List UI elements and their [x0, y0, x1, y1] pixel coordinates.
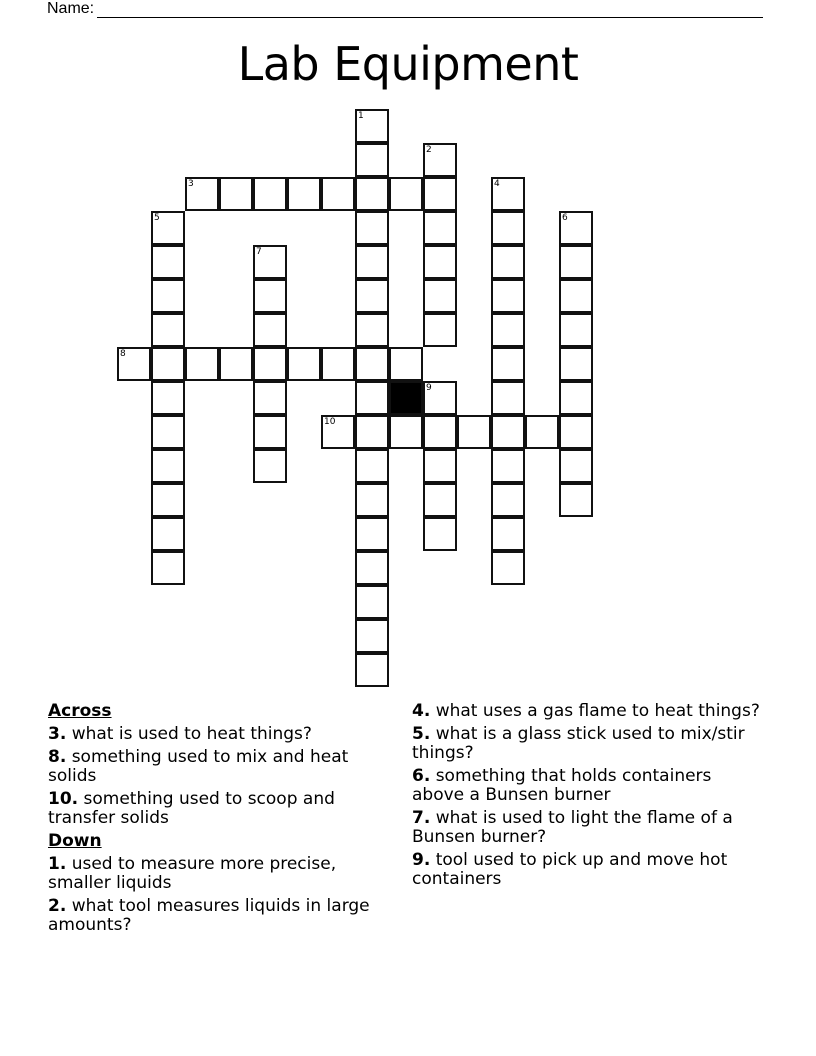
- grid-cell[interactable]: [355, 619, 389, 653]
- clue-text: what uses a gas flame to heat things?: [435, 701, 760, 721]
- clue-number: 1.: [48, 854, 67, 874]
- grid-cell[interactable]: [253, 279, 287, 313]
- grid-cell[interactable]: [423, 279, 457, 313]
- grid-cell[interactable]: [559, 415, 593, 449]
- grid-cell[interactable]: [389, 347, 423, 381]
- grid-cell[interactable]: [151, 517, 185, 551]
- cell-number: 2: [426, 145, 432, 155]
- grid-cell[interactable]: [151, 313, 185, 347]
- cell-number: 3: [188, 179, 194, 189]
- cell-number: 1: [358, 111, 364, 121]
- grid-cell[interactable]: [423, 415, 457, 449]
- grid-cell[interactable]: [559, 347, 593, 381]
- grid-cell[interactable]: [321, 347, 355, 381]
- grid-cell[interactable]: [151, 279, 185, 313]
- grid-cell[interactable]: [355, 381, 389, 415]
- grid-cell[interactable]: [355, 347, 389, 381]
- grid-cell[interactable]: [253, 415, 287, 449]
- clues-left-column: [48, 702, 388, 939]
- grid-cell[interactable]: [423, 177, 457, 211]
- grid-cell[interactable]: [321, 177, 355, 211]
- grid-cell[interactable]: [491, 313, 525, 347]
- grid-cell[interactable]: [423, 449, 457, 483]
- clue-number: 3.: [48, 724, 67, 744]
- grid-cell[interactable]: [151, 211, 185, 245]
- clue-down-2: [48, 897, 388, 935]
- grid-cell[interactable]: [491, 347, 525, 381]
- grid-cell[interactable]: [559, 279, 593, 313]
- grid-cell[interactable]: [151, 551, 185, 585]
- grid-cell[interactable]: [219, 347, 253, 381]
- clue-number: 4.: [412, 701, 431, 721]
- grid-cell[interactable]: [151, 245, 185, 279]
- clue-number: 9.: [412, 850, 431, 870]
- grid-cell[interactable]: [559, 449, 593, 483]
- across-heading: Across: [48, 701, 112, 721]
- clues-right-column: [412, 702, 764, 893]
- grid-cell[interactable]: [355, 177, 389, 211]
- grid-cell[interactable]: [151, 483, 185, 517]
- clue-across-3: [48, 725, 388, 744]
- grid-cell[interactable]: [253, 381, 287, 415]
- clue-across-10: [48, 790, 388, 828]
- clue-text: tool used to pick up and move hot containers: [412, 850, 728, 889]
- clue-down-1: [48, 855, 388, 893]
- clue-text: what tool measures liquids in large amounts?: [48, 896, 370, 935]
- clue-number: 7.: [412, 808, 431, 828]
- clue-across-8: [48, 748, 388, 786]
- grid-cell[interactable]: [525, 415, 559, 449]
- clue-text: something used to scoop and transfer solids: [48, 789, 335, 828]
- grid-cell[interactable]: [389, 177, 423, 211]
- grid-cell[interactable]: [491, 211, 525, 245]
- grid-cell[interactable]: [389, 415, 423, 449]
- grid-cell[interactable]: [355, 415, 389, 449]
- grid-cell[interactable]: [355, 211, 389, 245]
- cell-number: 4: [494, 179, 500, 189]
- grid-cell[interactable]: [491, 483, 525, 517]
- grid-cell[interactable]: [559, 211, 593, 245]
- grid-cell[interactable]: [491, 415, 525, 449]
- clue-text: used to measure more precise, smaller liquids: [48, 854, 337, 893]
- grid-cell[interactable]: [355, 653, 389, 687]
- grid-cell[interactable]: [185, 347, 219, 381]
- grid-cell[interactable]: [423, 245, 457, 279]
- grid-cell[interactable]: [559, 483, 593, 517]
- grid-cell[interactable]: [423, 381, 457, 415]
- grid-cell[interactable]: [423, 483, 457, 517]
- grid-cell[interactable]: [491, 177, 525, 211]
- grid-cell[interactable]: [151, 415, 185, 449]
- clue-number: 8.: [48, 747, 67, 767]
- grid-cell[interactable]: [355, 279, 389, 313]
- grid-cell[interactable]: [355, 483, 389, 517]
- down-heading: Down: [48, 831, 102, 851]
- grid-cell[interactable]: [491, 245, 525, 279]
- grid-cell[interactable]: [457, 415, 491, 449]
- grid-cell[interactable]: [355, 313, 389, 347]
- clue-down-9: [412, 851, 764, 889]
- clue-text: something used to mix and heat solids: [48, 747, 349, 786]
- cell-number: 7: [256, 247, 262, 257]
- clue-down-6: [412, 767, 764, 805]
- grid-cell[interactable]: [321, 415, 355, 449]
- clue-down-4: [412, 702, 764, 721]
- grid-cell[interactable]: [287, 177, 321, 211]
- cell-number: 6: [562, 213, 568, 223]
- grid-cell[interactable]: [559, 313, 593, 347]
- grid-cell[interactable]: [423, 313, 457, 347]
- grid-cell[interactable]: [219, 177, 253, 211]
- grid-cell[interactable]: [355, 517, 389, 551]
- clue-text: what is used to heat things?: [71, 724, 312, 744]
- grid-cell[interactable]: [253, 347, 287, 381]
- grid-cell[interactable]: [491, 381, 525, 415]
- clue-down-7: [412, 809, 764, 847]
- clue-number: 2.: [48, 896, 67, 916]
- grid-cell[interactable]: [185, 177, 219, 211]
- grid-cell[interactable]: [559, 381, 593, 415]
- cell-number: 8: [120, 349, 126, 359]
- clue-text: something that holds containers above a Bunsen burner: [412, 766, 712, 805]
- clue-number: 6.: [412, 766, 431, 786]
- grid-cell[interactable]: [355, 143, 389, 177]
- grid-cell[interactable]: [151, 347, 185, 381]
- grid-cell[interactable]: [491, 551, 525, 585]
- grid-cell[interactable]: [559, 245, 593, 279]
- page-title: Lab Equipment: [237, 37, 579, 91]
- clue-text: what is a glass stick used to mix/stir things?: [412, 724, 745, 763]
- grid-cell[interactable]: [151, 381, 185, 415]
- grid-cell[interactable]: [253, 449, 287, 483]
- grid-cell[interactable]: [423, 211, 457, 245]
- grid-cell[interactable]: [423, 143, 457, 177]
- grid-cell[interactable]: [491, 517, 525, 551]
- name-label: Name:: [47, 0, 95, 17]
- clue-down-5: [412, 725, 764, 763]
- grid-cell[interactable]: [287, 347, 321, 381]
- clue-text: what is used to light the flame of a Bunsen burner?: [412, 808, 733, 847]
- grid-cell[interactable]: [253, 313, 287, 347]
- grid-cell[interactable]: [491, 279, 525, 313]
- grid-cell[interactable]: [355, 551, 389, 585]
- grid-cell[interactable]: [151, 449, 185, 483]
- clue-number: 10.: [48, 789, 79, 809]
- cell-number: 10: [324, 417, 336, 427]
- grid-cell[interactable]: [355, 245, 389, 279]
- grid-cell[interactable]: [355, 585, 389, 619]
- grid-cell[interactable]: [253, 245, 287, 279]
- clue-number: 5.: [412, 724, 431, 744]
- grid-cell[interactable]: [117, 347, 151, 381]
- cell-number: 5: [154, 213, 160, 223]
- grid-cell[interactable]: [423, 517, 457, 551]
- grid-cell[interactable]: [355, 449, 389, 483]
- black-cell: [389, 381, 423, 415]
- grid-cell[interactable]: [253, 177, 287, 211]
- grid-cell[interactable]: [355, 109, 389, 143]
- grid-cell[interactable]: [491, 449, 525, 483]
- cell-number: 9: [426, 383, 432, 393]
